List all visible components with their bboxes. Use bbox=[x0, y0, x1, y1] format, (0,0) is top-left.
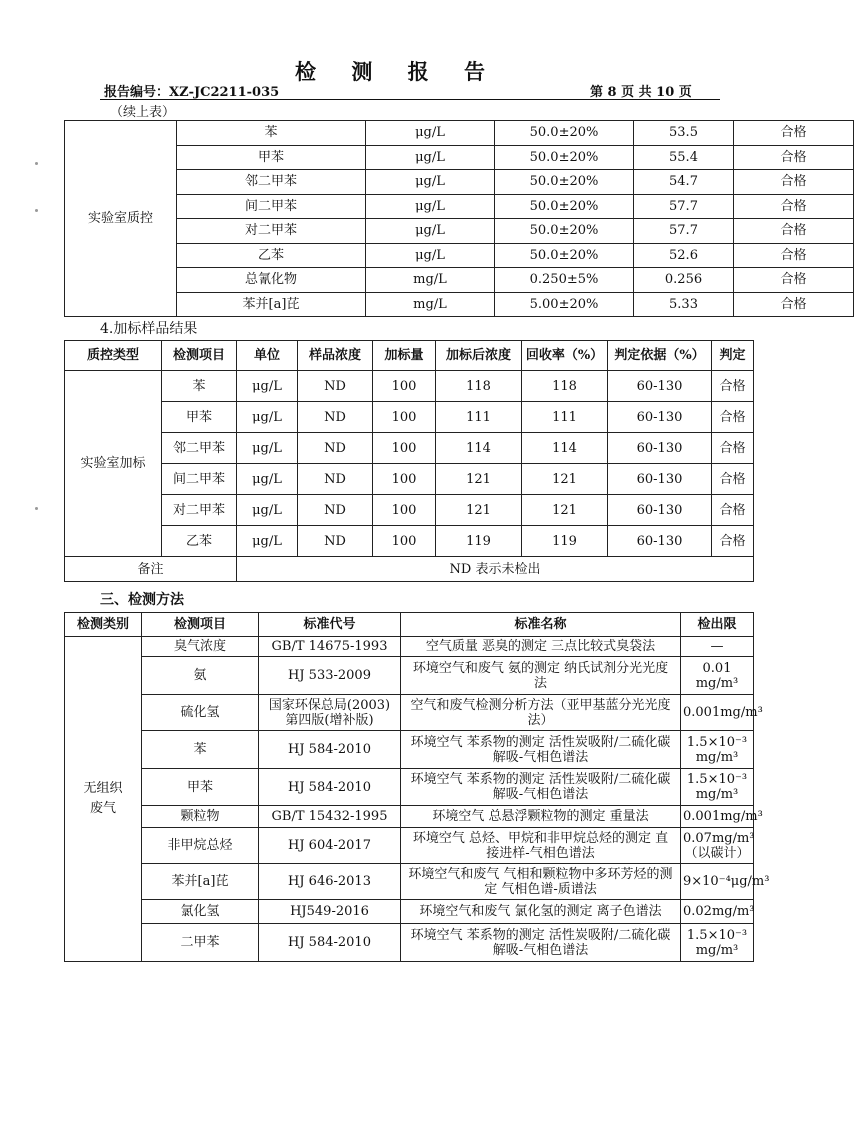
method-item-cell: 苯 bbox=[142, 731, 259, 769]
method-code-cell: HJ 584-2010 bbox=[259, 769, 401, 806]
qc-verdict-cell: 合格 bbox=[734, 194, 854, 219]
method-limit-cell: — bbox=[681, 637, 754, 657]
method-item-cell: 颗粒物 bbox=[142, 806, 259, 828]
spike-item-cell: 甲苯 bbox=[162, 402, 237, 433]
spike-header-cell: 回收率（%） bbox=[522, 341, 608, 371]
table-row bbox=[65, 402, 754, 433]
spike-after-cell: 121 bbox=[436, 495, 522, 526]
table-row bbox=[65, 121, 854, 146]
qc-table bbox=[64, 120, 854, 317]
method-item-cell: 非甲烷总烃 bbox=[142, 828, 259, 864]
table-row bbox=[65, 695, 754, 731]
method-limit-cell: 0.001mg/m³ bbox=[681, 695, 754, 731]
spike-basis-cell: 60-130 bbox=[608, 464, 712, 495]
method-item-cell: 臭气浓度 bbox=[142, 637, 259, 657]
qc-category-cell: 实验室质控 bbox=[65, 121, 177, 317]
note-row bbox=[65, 557, 754, 582]
spike-header-cell: 加标量 bbox=[373, 341, 436, 371]
spike-after-cell: 118 bbox=[436, 371, 522, 402]
spike-sample-cell: ND bbox=[298, 526, 373, 557]
table-row bbox=[65, 806, 754, 828]
method-name-cell: 环境空气和废气 氯化氢的测定 离子色谱法 bbox=[401, 900, 681, 924]
spike-basis-cell: 60-130 bbox=[608, 495, 712, 526]
qc-item-cell: 总氰化物 bbox=[177, 268, 366, 293]
qc-unit-cell: μg/L bbox=[366, 243, 495, 268]
qc-unit-cell: mg/L bbox=[366, 292, 495, 317]
spike-sample-cell: ND bbox=[298, 402, 373, 433]
spike-sample-cell: ND bbox=[298, 433, 373, 464]
method-code-cell: HJ 584-2010 bbox=[259, 731, 401, 769]
spike-header-cell: 判定依据（%） bbox=[608, 341, 712, 371]
method-section-heading: 三、检测方法 bbox=[100, 592, 184, 608]
table-row bbox=[65, 371, 754, 402]
qc-verdict-cell: 合格 bbox=[734, 243, 854, 268]
spike-recovery-cell: 121 bbox=[522, 495, 608, 526]
page-info: 第 8 页 共 10 页 bbox=[590, 85, 692, 100]
method-code-cell: 国家环保总局(2003)第四版(增补版) bbox=[259, 695, 401, 731]
spike-sample-cell: ND bbox=[298, 464, 373, 495]
spike-added-cell: 100 bbox=[373, 371, 436, 402]
spike-unit-cell: μg/L bbox=[237, 371, 298, 402]
table-row bbox=[65, 433, 754, 464]
spike-after-cell: 111 bbox=[436, 402, 522, 433]
method-code-cell: HJ 584-2010 bbox=[259, 924, 401, 962]
spike-recovery-cell: 119 bbox=[522, 526, 608, 557]
method-name-cell: 空气和废气检测分析方法（亚甲基蓝分光光度法） bbox=[401, 695, 681, 731]
table-row bbox=[65, 194, 854, 219]
method-name-cell: 环境空气 总悬浮颗粒物的测定 重量法 bbox=[401, 806, 681, 828]
method-item-cell: 苯并[a]芘 bbox=[142, 864, 259, 900]
table-row bbox=[65, 170, 854, 195]
table-row bbox=[65, 292, 854, 317]
table-row bbox=[65, 864, 754, 900]
spike-verdict-cell: 合格 bbox=[712, 433, 754, 464]
spike-item-cell: 对二甲苯 bbox=[162, 495, 237, 526]
note-text-cell: ND 表示未检出 bbox=[237, 557, 754, 582]
spike-verdict-cell: 合格 bbox=[712, 371, 754, 402]
spike-section-heading: 4.加标样品结果 bbox=[100, 321, 198, 337]
qc-item-cell: 对二甲苯 bbox=[177, 219, 366, 244]
spike-verdict-cell: 合格 bbox=[712, 526, 754, 557]
method-limit-cell: 0.01 mg/m³ bbox=[681, 657, 754, 695]
method-header-cell: 检出限 bbox=[681, 613, 754, 637]
method-name-cell: 环境空气 苯系物的测定 活性炭吸附/二硫化碳解吸-气相色谱法 bbox=[401, 731, 681, 769]
table-row bbox=[65, 268, 854, 293]
qc-standard-cell: 50.0±20% bbox=[495, 243, 634, 268]
qc-standard-cell: 50.0±20% bbox=[495, 145, 634, 170]
qc-verdict-cell: 合格 bbox=[734, 145, 854, 170]
method-name-cell: 环境空气和废气 氨的测定 纳氏试剂分光光度法 bbox=[401, 657, 681, 695]
qc-result-cell: 57.7 bbox=[634, 219, 734, 244]
method-code-cell: HJ 646-2013 bbox=[259, 864, 401, 900]
spike-verdict-cell: 合格 bbox=[712, 495, 754, 526]
method-table bbox=[64, 612, 770, 962]
table-row bbox=[65, 657, 754, 695]
spike-verdict-cell: 合格 bbox=[712, 464, 754, 495]
spike-basis-cell: 60-130 bbox=[608, 433, 712, 464]
method-header-cell: 标准代号 bbox=[259, 613, 401, 637]
method-name-cell: 空气质量 恶臭的测定 三点比较式臭袋法 bbox=[401, 637, 681, 657]
table-row bbox=[65, 900, 754, 924]
qc-unit-cell: μg/L bbox=[366, 219, 495, 244]
spike-basis-cell: 60-130 bbox=[608, 371, 712, 402]
spike-recovery-cell: 111 bbox=[522, 402, 608, 433]
table-row bbox=[65, 828, 754, 864]
spike-header-cell: 判定 bbox=[712, 341, 754, 371]
method-limit-cell: 0.001mg/m³ bbox=[681, 806, 754, 828]
spike-verdict-cell: 合格 bbox=[712, 402, 754, 433]
spike-basis-cell: 60-130 bbox=[608, 526, 712, 557]
qc-result-cell: 5.33 bbox=[634, 292, 734, 317]
method-limit-cell: 1.5×10⁻³ mg/m³ bbox=[681, 769, 754, 806]
method-item-cell: 甲苯 bbox=[142, 769, 259, 806]
qc-result-cell: 54.7 bbox=[634, 170, 734, 195]
method-header-cell: 标准名称 bbox=[401, 613, 681, 637]
scan-speck bbox=[35, 162, 38, 165]
method-code-cell: HJ 604-2017 bbox=[259, 828, 401, 864]
spike-unit-cell: μg/L bbox=[237, 402, 298, 433]
qc-unit-cell: μg/L bbox=[366, 121, 495, 146]
spike-header-cell: 样品浓度 bbox=[298, 341, 373, 371]
qc-unit-cell: mg/L bbox=[366, 268, 495, 293]
method-item-cell: 氯化氢 bbox=[142, 900, 259, 924]
spike-recovery-cell: 118 bbox=[522, 371, 608, 402]
qc-verdict-cell: 合格 bbox=[734, 121, 854, 146]
method-category-cell: 无组织 废气 bbox=[65, 637, 142, 962]
scan-speck bbox=[35, 507, 38, 510]
qc-item-cell: 甲苯 bbox=[177, 145, 366, 170]
table-row bbox=[65, 731, 754, 769]
qc-standard-cell: 50.0±20% bbox=[495, 170, 634, 195]
qc-standard-cell: 5.00±20% bbox=[495, 292, 634, 317]
table-row bbox=[65, 924, 754, 962]
scan-speck bbox=[35, 209, 38, 212]
spike-category-cell: 实验室加标 bbox=[65, 371, 162, 557]
table-row bbox=[65, 145, 854, 170]
qc-result-cell: 57.7 bbox=[634, 194, 734, 219]
spike-sample-cell: ND bbox=[298, 371, 373, 402]
spike-added-cell: 100 bbox=[373, 402, 436, 433]
spike-header-cell: 质控类型 bbox=[65, 341, 162, 371]
qc-result-cell: 55.4 bbox=[634, 145, 734, 170]
note-label-cell: 备注 bbox=[65, 557, 237, 582]
table-row bbox=[65, 219, 854, 244]
spike-header-cell: 单位 bbox=[237, 341, 298, 371]
method-item-cell: 氨 bbox=[142, 657, 259, 695]
qc-unit-cell: μg/L bbox=[366, 194, 495, 219]
method-name-cell: 环境空气和废气 气相和颗粒物中多环芳烃的测定 气相色谱-质谱法 bbox=[401, 864, 681, 900]
qc-item-cell: 苯 bbox=[177, 121, 366, 146]
qc-standard-cell: 50.0±20% bbox=[495, 121, 634, 146]
method-code-cell: GB/T 14675-1993 bbox=[259, 637, 401, 657]
page-title: 检 测 报 告 bbox=[295, 59, 499, 84]
qc-unit-cell: μg/L bbox=[366, 170, 495, 195]
table-row bbox=[65, 769, 754, 806]
qc-item-cell: 苯并[a]芘 bbox=[177, 292, 366, 317]
table-row bbox=[65, 495, 754, 526]
spike-table bbox=[64, 340, 754, 582]
qc-item-cell: 邻二甲苯 bbox=[177, 170, 366, 195]
spike-unit-cell: μg/L bbox=[237, 464, 298, 495]
qc-unit-cell: μg/L bbox=[366, 145, 495, 170]
method-item-cell: 硫化氢 bbox=[142, 695, 259, 731]
qc-standard-cell: 50.0±20% bbox=[495, 219, 634, 244]
qc-item-cell: 乙苯 bbox=[177, 243, 366, 268]
qc-verdict-cell: 合格 bbox=[734, 219, 854, 244]
qc-verdict-cell: 合格 bbox=[734, 292, 854, 317]
spike-after-cell: 121 bbox=[436, 464, 522, 495]
qc-standard-cell: 0.250±5% bbox=[495, 268, 634, 293]
method-code-cell: HJ549-2016 bbox=[259, 900, 401, 924]
spike-item-cell: 苯 bbox=[162, 371, 237, 402]
spike-added-cell: 100 bbox=[373, 433, 436, 464]
spike-added-cell: 100 bbox=[373, 464, 436, 495]
qc-result-cell: 52.6 bbox=[634, 243, 734, 268]
method-code-cell: GB/T 15432-1995 bbox=[259, 806, 401, 828]
method-header-cell: 检测项目 bbox=[142, 613, 259, 637]
report-number: 报告编号：XZ-JC2211-035 bbox=[104, 85, 280, 100]
qc-verdict-cell: 合格 bbox=[734, 170, 854, 195]
table-row bbox=[65, 464, 754, 495]
qc-result-cell: 53.5 bbox=[634, 121, 734, 146]
spike-added-cell: 100 bbox=[373, 495, 436, 526]
spike-sample-cell: ND bbox=[298, 495, 373, 526]
spike-unit-cell: μg/L bbox=[237, 526, 298, 557]
method-limit-cell: 1.5×10⁻³ mg/m³ bbox=[681, 731, 754, 769]
method-code-cell: HJ 533-2009 bbox=[259, 657, 401, 695]
table-row bbox=[65, 637, 754, 657]
spike-item-cell: 间二甲苯 bbox=[162, 464, 237, 495]
method-name-cell: 环境空气 苯系物的测定 活性炭吸附/二硫化碳解吸-气相色谱法 bbox=[401, 769, 681, 806]
qc-item-cell: 间二甲苯 bbox=[177, 194, 366, 219]
spike-after-cell: 119 bbox=[436, 526, 522, 557]
spike-header-cell: 检测项目 bbox=[162, 341, 237, 371]
qc-result-cell: 0.256 bbox=[634, 268, 734, 293]
spike-recovery-cell: 114 bbox=[522, 433, 608, 464]
spike-basis-cell: 60-130 bbox=[608, 402, 712, 433]
spike-item-cell: 邻二甲苯 bbox=[162, 433, 237, 464]
spike-recovery-cell: 121 bbox=[522, 464, 608, 495]
spike-after-cell: 114 bbox=[436, 433, 522, 464]
qc-verdict-cell: 合格 bbox=[734, 268, 854, 293]
spike-added-cell: 100 bbox=[373, 526, 436, 557]
method-name-cell: 环境空气 总烃、甲烷和非甲烷总烃的测定 直接进样-气相色谱法 bbox=[401, 828, 681, 864]
continued-label: （续上表） bbox=[110, 105, 176, 120]
spike-header-cell: 加标后浓度 bbox=[436, 341, 522, 371]
qc-standard-cell: 50.0±20% bbox=[495, 194, 634, 219]
spike-unit-cell: μg/L bbox=[237, 495, 298, 526]
method-item-cell: 二甲苯 bbox=[142, 924, 259, 962]
method-limit-cell: 1.5×10⁻³ mg/m³ bbox=[681, 924, 754, 962]
method-name-cell: 环境空气 苯系物的测定 活性炭吸附/二硫化碳解吸-气相色谱法 bbox=[401, 924, 681, 962]
method-limit-cell: 9×10⁻⁴μg/m³ bbox=[681, 864, 754, 900]
method-limit-cell: 0.02mg/m³ bbox=[681, 900, 754, 924]
spike-unit-cell: μg/L bbox=[237, 433, 298, 464]
table-row bbox=[65, 243, 854, 268]
table-row bbox=[65, 526, 754, 557]
method-limit-cell: 0.07mg/m³（以碳计） bbox=[681, 828, 754, 864]
method-header-cell: 检测类别 bbox=[65, 613, 142, 637]
header-rule bbox=[100, 99, 720, 100]
spike-item-cell: 乙苯 bbox=[162, 526, 237, 557]
